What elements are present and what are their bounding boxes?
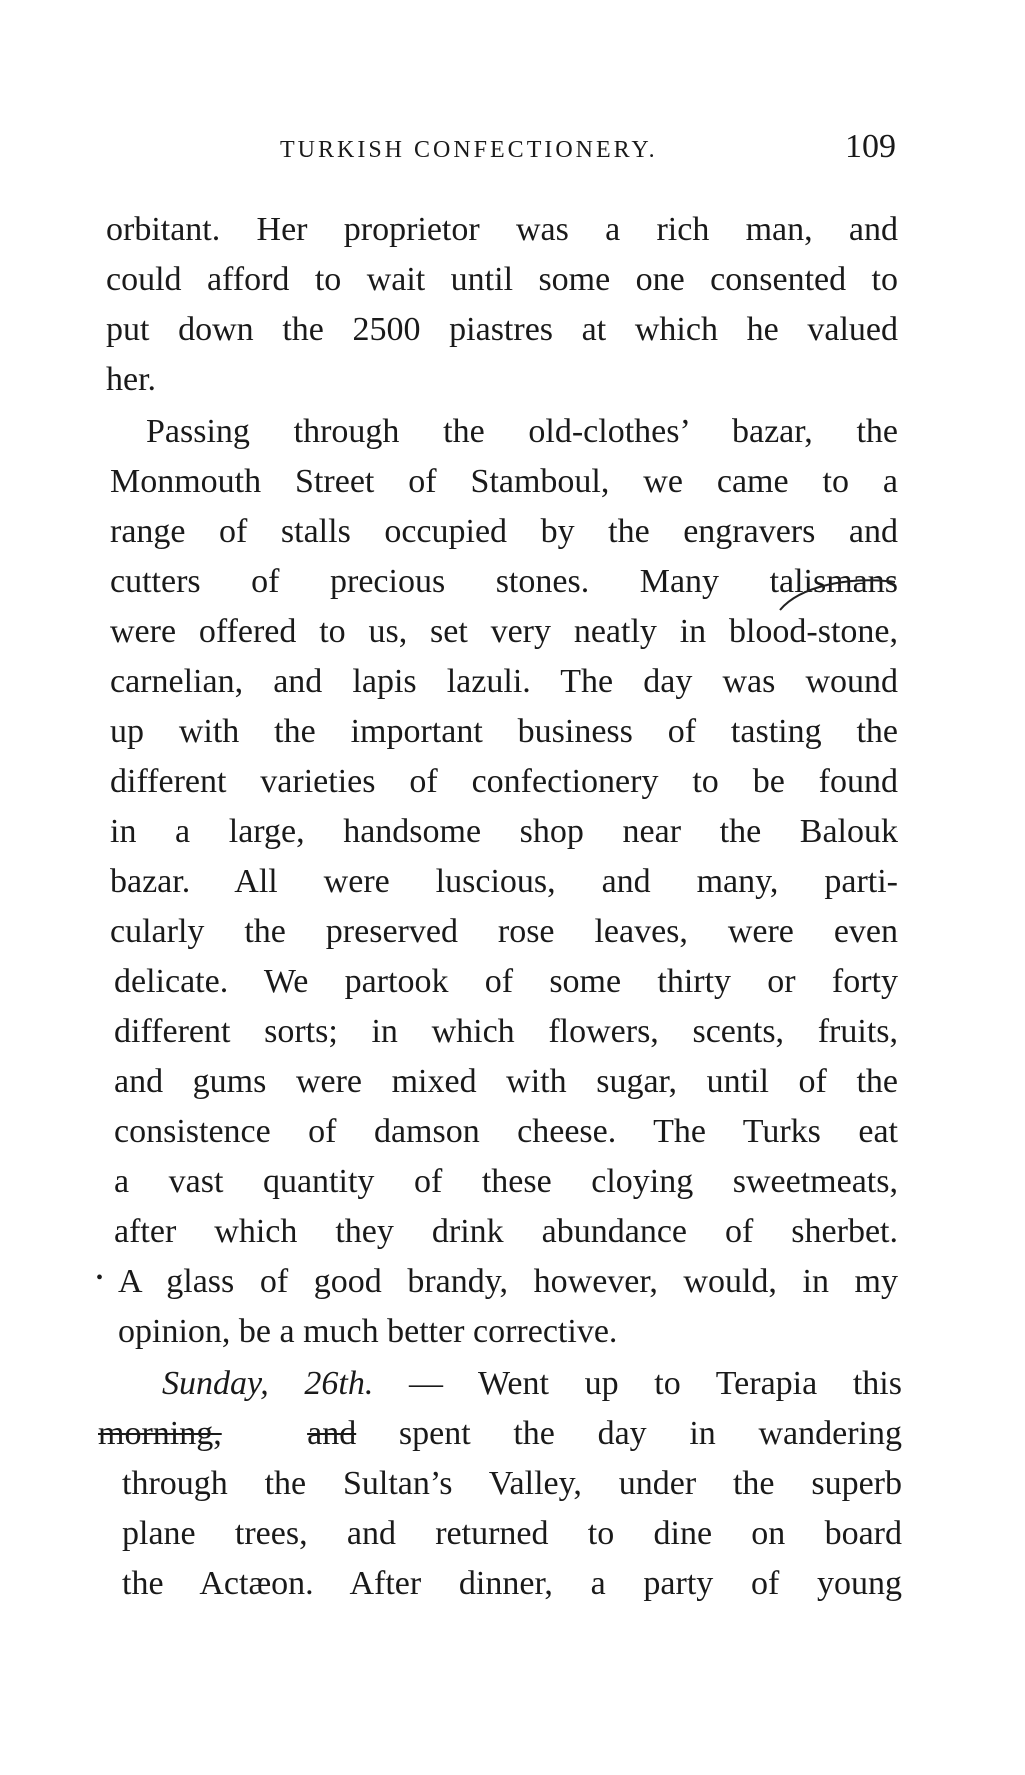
struck-line — [98, 1414, 902, 1454]
text-line: orbitant. Her proprietor was a rich man, and — [106, 211, 898, 248]
text-line: Passing through the old-clothes’ bazar, the — [146, 413, 898, 450]
text-line: a vast quantity of these cloying sweetmeats, — [114, 1163, 898, 1200]
text-line: delicate. We partook of some thirty or forty — [114, 963, 898, 1000]
text-line: after which they drink abundance of sherbet. — [114, 1213, 898, 1250]
text-line: different sorts; in which flowers, scents, fruits, — [114, 1013, 898, 1050]
text-line: cularly the preserved rose leaves, were even — [110, 913, 898, 950]
text-line: put down the 2500 piastres at which he valued — [106, 311, 898, 348]
text-line: carnelian, and lapis lazuli. The day was wound — [110, 663, 898, 700]
text-line: the Actæon. After dinner, a party of young — [122, 1565, 902, 1602]
text-line: were offered to us, set very neatly in blood-stone, — [110, 613, 898, 650]
sunday-line — [162, 1364, 902, 1404]
struck-word: morning, — [98, 1415, 222, 1452]
sunday-text: — Went up to Terapia this — [373, 1365, 902, 1402]
text-line: different varieties of confectionery to be found — [110, 763, 898, 800]
pen-annotation-mark — [760, 568, 900, 628]
text-line: her. — [106, 361, 157, 398]
ink-dot-mark: • — [96, 1267, 104, 1289]
running-head: TURKISH CONFECTIONERY. — [280, 137, 658, 163]
text-line: could afford to wait until some one consented to — [106, 261, 898, 298]
text-line: up with the important business of tasting the — [110, 713, 898, 750]
text-line: through the Sultan’s Valley, under the superb — [122, 1465, 902, 1502]
line-text: spent the day in wandering — [356, 1415, 902, 1452]
date-label: Sunday, 26th. — [162, 1365, 374, 1402]
text-line: bazar. All were luscious, and many, parti- — [110, 863, 898, 900]
text-line: cutters of precious stones. Many talismans — [110, 563, 898, 600]
text-line: consistence of damson cheese. The Turks eat — [114, 1113, 898, 1150]
text-line: and gums were mixed with sugar, until of the — [114, 1063, 898, 1100]
text-line: Monmouth Street of Stamboul, we came to a — [110, 463, 898, 500]
page-number: 109 — [845, 128, 896, 165]
text-line: A glass of good brandy, however, would, in my — [118, 1263, 898, 1300]
text-line: range of stalls occupied by the engravers and — [110, 513, 898, 550]
text-line: opinion, be a much better corrective. — [118, 1313, 618, 1350]
struck-word: and — [307, 1415, 357, 1452]
text-line: in a large, handsome shop near the Balouk — [110, 813, 898, 850]
text-line: plane trees, and returned to dine on board — [122, 1515, 902, 1552]
